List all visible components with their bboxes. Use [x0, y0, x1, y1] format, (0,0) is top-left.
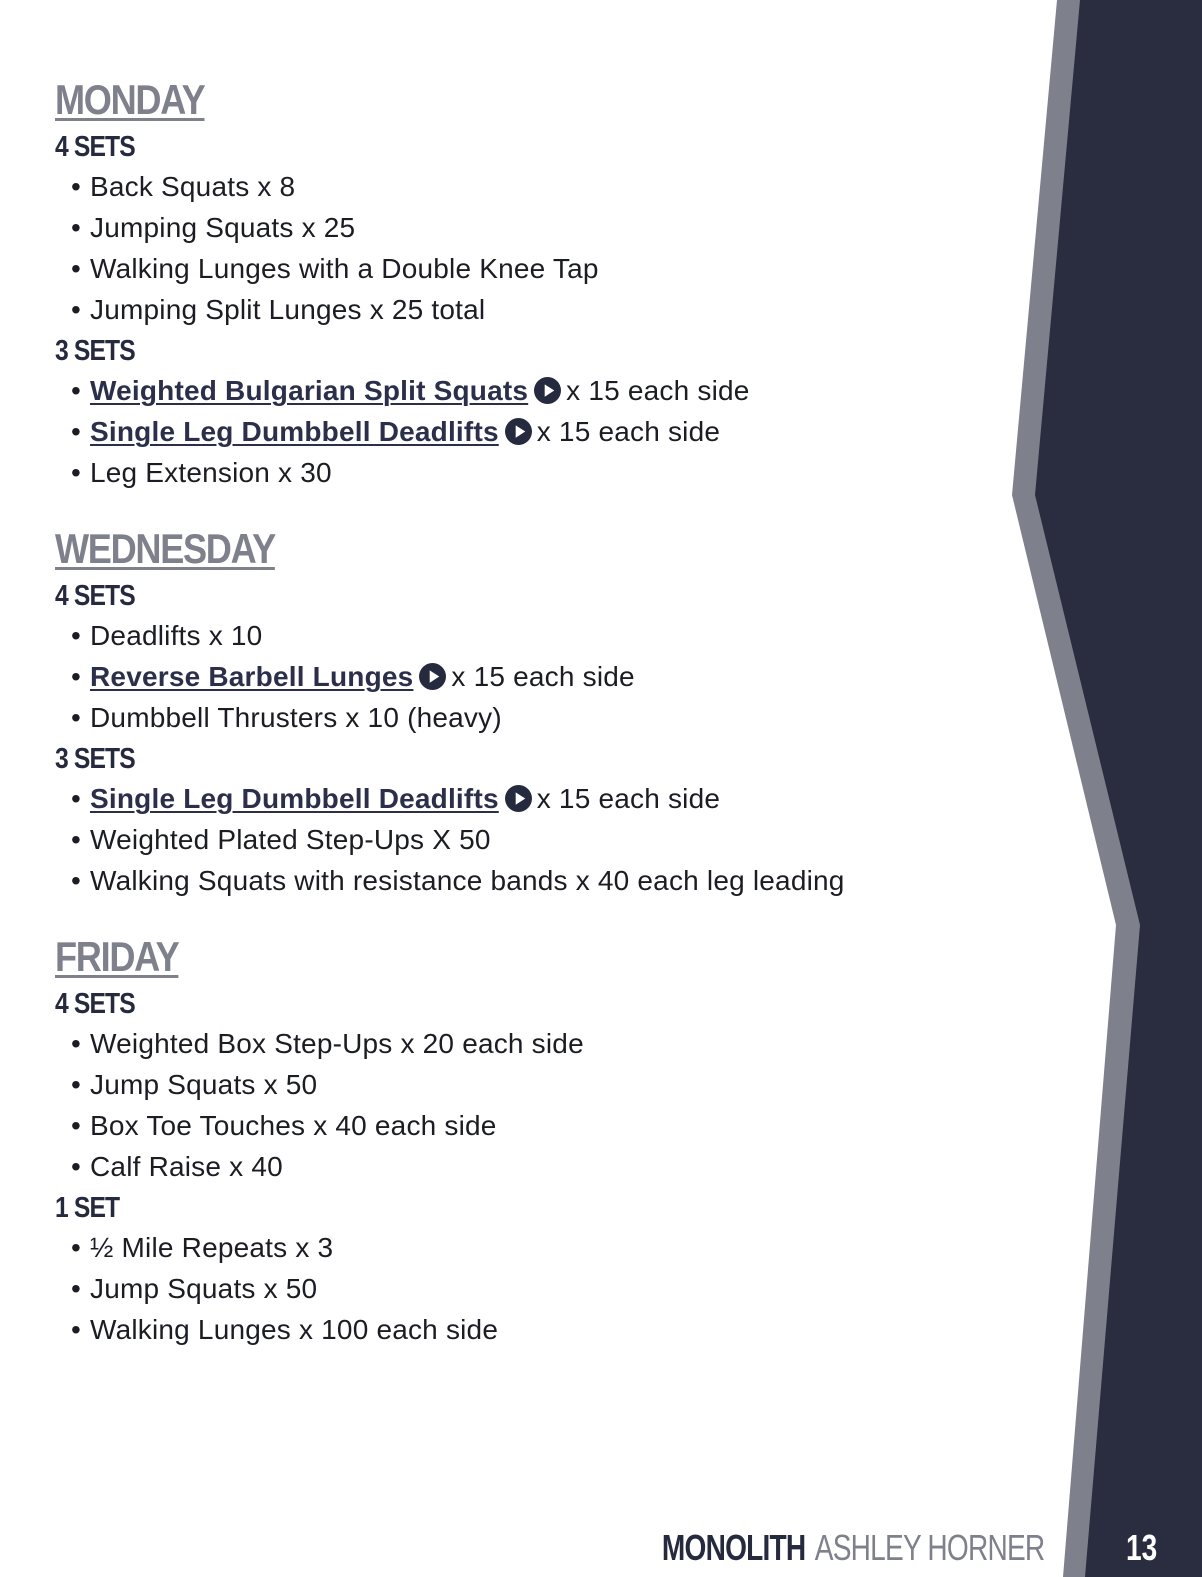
bullet: •	[71, 824, 82, 855]
exercise-item	[55, 207, 975, 248]
exercise-video-link[interactable]: Single Leg Dumbbell Deadlifts	[90, 783, 499, 814]
day-section-wednesday	[55, 523, 975, 901]
exercise-text: Dumbbell Thrusters x 10 (heavy)	[90, 702, 502, 733]
side-band-dark-panel	[1035, 0, 1202, 1577]
bullet: •	[71, 620, 82, 651]
day-section-friday	[55, 931, 975, 1350]
bullet: •	[71, 171, 82, 202]
exercise-list	[55, 370, 975, 493]
bullet: •	[71, 212, 82, 243]
sets-label: 1 SET	[55, 1192, 120, 1224]
set-group	[55, 128, 975, 330]
footer-brand	[661, 1525, 1044, 1571]
exercise-item	[55, 656, 975, 697]
exercise-text: Jumping Squats x 25	[90, 212, 356, 243]
set-group	[55, 1189, 975, 1350]
exercise-item	[55, 289, 975, 330]
exercise-list	[55, 1227, 975, 1350]
exercise-text: Jumping Split Lunges x 25 total	[90, 294, 486, 325]
sets-label: 4 SETS	[55, 131, 135, 163]
sets-label: 3 SETS	[55, 335, 135, 367]
set-group	[55, 577, 975, 738]
exercise-list	[55, 166, 975, 330]
day-heading: WEDNESDAY	[55, 525, 275, 572]
page-footer	[0, 1519, 1202, 1577]
author-name: ASHLEY HORNER	[814, 1527, 1044, 1568]
bullet: •	[71, 457, 82, 488]
exercise-text: Box Toe Touches x 40 each side	[90, 1110, 497, 1141]
bullet: •	[71, 702, 82, 733]
bullet: •	[71, 1151, 82, 1182]
exercise-reps: x 15 each side	[566, 375, 750, 406]
bullet: •	[71, 416, 82, 447]
sets-label: 4 SETS	[55, 580, 135, 612]
exercise-text: Walking Squats with resistance bands x 40 each leg leading	[90, 865, 845, 896]
exercise-item	[55, 1023, 975, 1064]
play-circle-icon[interactable]	[505, 785, 532, 812]
exercise-list	[55, 1023, 975, 1187]
sets-label: 4 SETS	[55, 988, 135, 1020]
exercise-item	[55, 1309, 975, 1350]
set-group	[55, 985, 975, 1187]
exercise-item	[55, 1268, 975, 1309]
exercise-item	[55, 166, 975, 207]
exercise-text: Jump Squats x 50	[90, 1273, 318, 1304]
bullet: •	[71, 1110, 82, 1141]
bullet: •	[71, 1028, 82, 1059]
exercise-item	[55, 819, 975, 860]
exercise-text: Deadlifts x 10	[90, 620, 263, 651]
bullet: •	[71, 375, 82, 406]
exercise-text: Walking Lunges with a Double Knee Tap	[90, 253, 599, 284]
exercise-text: Calf Raise x 40	[90, 1151, 283, 1182]
exercise-video-link[interactable]: Single Leg Dumbbell Deadlifts	[90, 416, 499, 447]
sets-label: 3 SETS	[55, 743, 135, 775]
exercise-item	[55, 411, 975, 452]
play-circle-icon[interactable]	[534, 377, 561, 404]
exercise-item	[55, 697, 975, 738]
exercise-video-link[interactable]: Weighted Bulgarian Split Squats	[90, 375, 529, 406]
bullet: •	[71, 294, 82, 325]
exercise-text: Weighted Plated Step-Ups X 50	[90, 824, 491, 855]
exercise-reps: x 15 each side	[536, 416, 721, 447]
exercise-item	[55, 370, 975, 411]
bullet: •	[71, 1314, 82, 1345]
bullet: •	[71, 253, 82, 284]
exercise-item	[55, 1064, 975, 1105]
set-group	[55, 332, 975, 493]
exercise-text: Jump Squats x 50	[90, 1069, 318, 1100]
exercise-video-link[interactable]: Reverse Barbell Lunges	[90, 661, 414, 692]
brand-name: MONOLITH	[661, 1527, 805, 1568]
exercise-list	[55, 778, 975, 901]
exercise-item	[55, 452, 975, 493]
exercise-text: Walking Lunges x 100 each side	[90, 1314, 499, 1345]
play-circle-icon[interactable]	[505, 418, 532, 445]
exercise-item	[55, 1105, 975, 1146]
day-heading: FRIDAY	[55, 933, 179, 980]
exercise-item	[55, 615, 975, 656]
exercise-text: Weighted Box Step-Ups x 20 each side	[90, 1028, 584, 1059]
workout-schedule	[55, 74, 975, 1350]
exercise-item	[55, 778, 975, 819]
bullet: •	[71, 865, 82, 896]
play-circle-icon[interactable]	[419, 663, 446, 690]
day-section-monday	[55, 74, 975, 493]
exercise-list	[55, 615, 975, 738]
exercise-text: Leg Extension x 30	[90, 457, 332, 488]
set-group	[55, 740, 975, 901]
exercise-item	[55, 1146, 975, 1187]
bullet: •	[71, 1232, 82, 1263]
day-heading: MONDAY	[55, 76, 205, 123]
page-number: 13	[1126, 1527, 1158, 1568]
exercise-reps: x 15 each side	[536, 783, 721, 814]
exercise-item	[55, 1227, 975, 1268]
bullet: •	[71, 783, 82, 814]
bullet: •	[71, 1069, 82, 1100]
exercise-item	[55, 860, 975, 901]
exercise-text: Back Squats x 8	[90, 171, 296, 202]
exercise-text: ½ Mile Repeats x 3	[90, 1232, 334, 1263]
bullet: •	[71, 1273, 82, 1304]
exercise-item	[55, 248, 975, 289]
exercise-reps: x 15 each side	[451, 661, 635, 692]
bullet: •	[71, 661, 82, 692]
